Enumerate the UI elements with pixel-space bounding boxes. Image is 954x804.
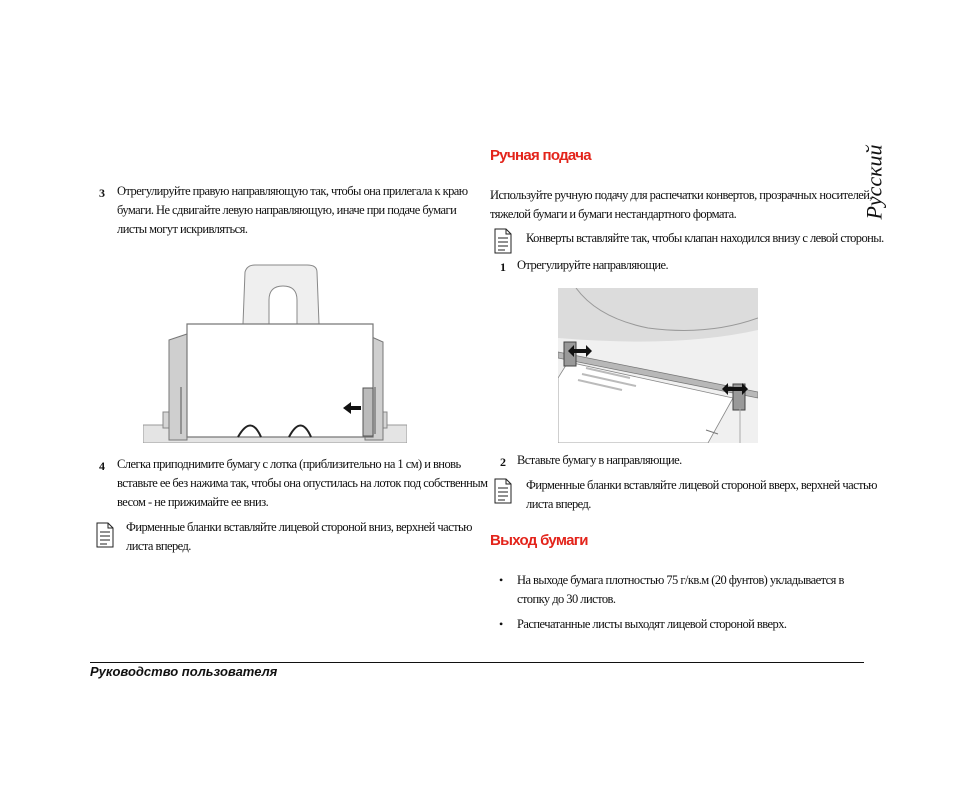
manual-feed-heading: Ручная подача	[490, 147, 591, 164]
intro-line-1: Используйте ручную подачу для распечатки конвертов, прозрачных носителей,	[490, 188, 872, 202]
manual-feed-guides-illustration	[558, 288, 758, 443]
paper-output-heading: Выход бумаги	[490, 532, 588, 549]
letterhead-note-line-2: листа вперед.	[526, 497, 591, 511]
step-3-line-2: бумаги. Не сдвигайте левую направляющую, иначе при подаче бумаги	[117, 203, 457, 217]
step-3-line-1: Отрегулируйте правую направляющую так, чтобы она прилегала к краю	[117, 184, 468, 198]
step-4-line-1: Слегка приподнимите бумагу с лотка (приблизительно на 1 см) и вновь	[117, 457, 461, 471]
step-2-number: 2	[500, 455, 506, 469]
left-note-line-2: листа вперед.	[126, 539, 191, 553]
left-note-text	[126, 518, 472, 556]
footer-title: Руководство пользователя	[90, 664, 278, 679]
manual-feed-intro	[490, 186, 872, 224]
step-4-text	[117, 455, 488, 512]
step-4-line-3: весом - не прижимайте ее вниз.	[117, 495, 269, 509]
letterhead-note-line-1: Фирменные бланки вставляйте лицевой стороной вверх, верхней частью	[526, 478, 877, 492]
bullet-2-text: Распечатанные листы выходят лицевой стороной вверх.	[517, 617, 787, 631]
printer-paper-tray-illustration	[143, 262, 407, 443]
note-icon	[494, 228, 512, 254]
note-icon	[494, 478, 512, 504]
step-2-text: Вставьте бумагу в направляющие.	[517, 453, 682, 467]
bullet-1-text	[517, 571, 844, 609]
footer-rule	[90, 662, 864, 663]
step-4-number: 4	[99, 459, 105, 473]
bullet-2: •	[499, 617, 504, 631]
step-1-text: Отрегулируйте направляющие.	[517, 258, 669, 272]
step-4-line-2: вставьте ее без нажима так, чтобы она опустилась на лоток под собственным	[117, 476, 488, 490]
step-1-number: 1	[500, 260, 506, 274]
bullet-1-line-2: стопку до 30 листов.	[517, 592, 616, 606]
bullet-1: •	[499, 573, 504, 587]
note-icon	[96, 522, 114, 548]
intro-line-2: тяжелой бумаги и бумаги нестандартного формата.	[490, 207, 737, 221]
bullet-1-line-1: На выходе бумага плотностью 75 г/кв.м (20 фунтов) укладывается в	[517, 573, 844, 587]
language-label: Русский	[861, 144, 887, 220]
step-3-number: 3	[99, 186, 105, 200]
step-3-text	[117, 182, 468, 239]
envelope-note: Конверты вставляйте так, чтобы клапан находился внизу с левой стороны.	[526, 231, 884, 245]
step-3-line-3: листы могут искривляться.	[117, 222, 248, 236]
letterhead-note	[526, 476, 877, 514]
left-note-line-1: Фирменные бланки вставляйте лицевой стороной вниз, верхней частью	[126, 520, 472, 534]
